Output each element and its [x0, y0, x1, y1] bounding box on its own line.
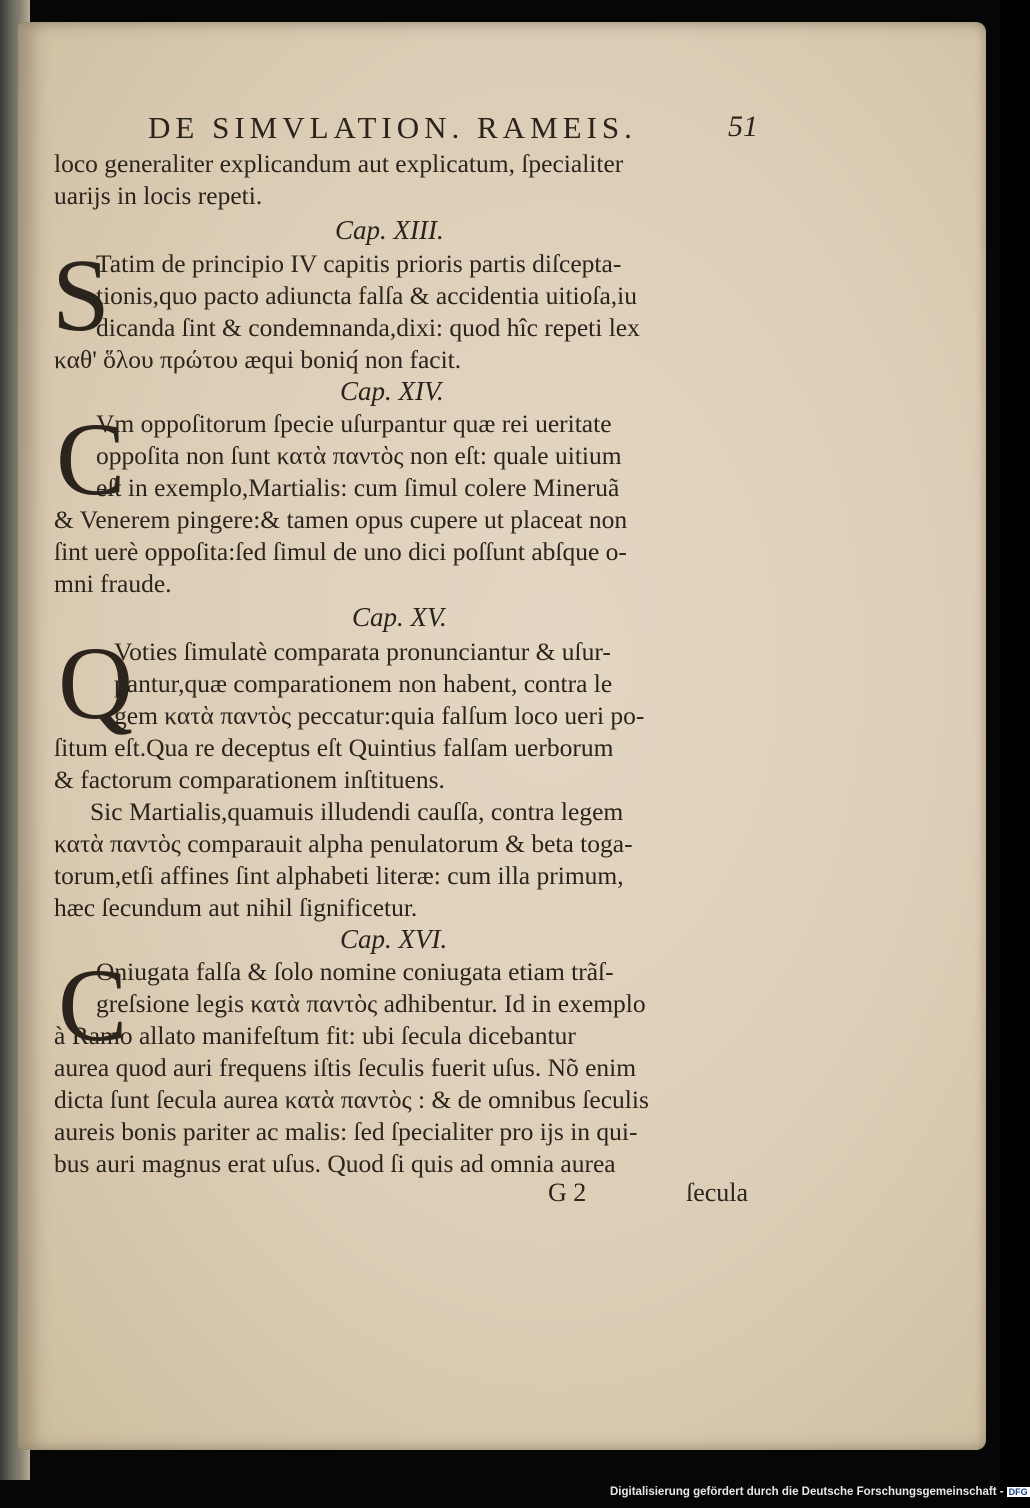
- text-line: κατὰ παντὸς comparauit alpha penulatorum & beta toga-: [54, 829, 633, 858]
- text-line: Voties ſimulatè comparata pronunciantur & uſur-: [114, 637, 611, 666]
- chapter-16-body: [54, 948, 764, 1180]
- text-line: gem κατὰ παντὸς peccatur:quia falſum loco ueri po-: [114, 701, 645, 730]
- text-line: aurea quod auri frequens iſtis ſeculis fuerit uſus. Nõ enim: [54, 1053, 637, 1082]
- text-line: loco generaliter explicandum aut explicatum, ſpecialiter: [54, 149, 624, 178]
- text-line: Tatim de principio IV capitis prioris partis diſcepta-: [96, 249, 622, 278]
- drop-cap-c: C: [56, 402, 126, 517]
- text-line: bus auri magnus erat uſus. Quod ſi quis ad omnia aurea: [54, 1149, 616, 1178]
- drop-cap-q: Q: [58, 626, 134, 741]
- text-line: & factorum comparationem inſtituens.: [54, 765, 445, 794]
- text-line: eſt in exemplo,Martialis: cum ſimul colere Mineruã: [96, 473, 620, 502]
- text-line: mni fraude.: [54, 569, 172, 598]
- drop-cap-c-2: C: [58, 948, 128, 1063]
- catchword: ſecula: [686, 1178, 749, 1207]
- chapter-heading-13: Cap. XIII.: [335, 215, 444, 245]
- text-line: à Ramo allato manifeſtum fit: ubi ſecula dicebantur: [54, 1021, 576, 1050]
- chapter-13-body: [52, 238, 764, 376]
- credit-text: Digitalisierung gefördert durch die Deutsche Forschungsgemeinschaft -: [610, 1486, 1004, 1498]
- digitization-credit: [610, 1486, 1030, 1498]
- opening-paragraph: [54, 148, 764, 212]
- text-line: Oniugata falſa & ſolo nomine coniugata etiam trãſ-: [96, 957, 614, 986]
- page-number: 51: [728, 110, 758, 143]
- text-line: Vm oppoſitorum ſpecie uſurpantur quæ rei ueritate: [96, 409, 612, 438]
- text-line: tionis,quo pacto adiuncta falſa & accidentia uitioſa,iu: [96, 281, 637, 310]
- text-line: hæc ſecundum aut nihil ſignificetur.: [54, 893, 418, 922]
- drop-cap-s: S: [52, 238, 110, 353]
- text-line: greſsione legis κατὰ παντὸς adhibentur. Id in exemplo: [96, 989, 646, 1018]
- chapter-heading-16: Cap. XVI.: [340, 924, 448, 954]
- chapter-heading-14: Cap. XIV.: [340, 376, 444, 406]
- text-line: oppoſita non ſunt κατὰ παντὸς non eſt: quale uitium: [96, 441, 622, 470]
- text-line: uarijs in locis repeti.: [54, 181, 263, 210]
- text-line: & Venerem pingere:& tamen opus cupere ut placeat non: [54, 505, 628, 534]
- chapter-14-body: [54, 402, 764, 600]
- text-line: dicanda ſint & condemnanda,dixi: quod hîc repeti lex: [96, 313, 640, 342]
- chapter-heading-15: Cap. XV.: [352, 602, 447, 632]
- dfg-logo: DFG: [1008, 1486, 1028, 1497]
- text-line: torum,etſi affines ſint alphabeti literæ: cum illa primum,: [54, 861, 624, 890]
- text-line: dicta ſunt ſecula aurea κατὰ παντὸς : & de omnibus ſeculis: [54, 1085, 649, 1114]
- text-line: Sic Martialis,quamuis illudendi cauſſa, contra legem: [90, 797, 624, 826]
- signature-mark: G 2: [548, 1178, 587, 1207]
- text-line: ſint uerè oppoſita:ſed ſimul de uno dici poſſunt abſque o-: [54, 537, 627, 566]
- text-line: ſitum eſt.Qua re deceptus eſt Quintius falſam uerborum: [54, 733, 614, 762]
- text-line: aureis bonis pariter ac malis: ſed ſpecialiter pro ijs in qui-: [54, 1117, 638, 1146]
- chapter-15-body: [54, 626, 764, 924]
- text-line: pantur,quæ comparationem non habent, contra le: [114, 669, 613, 698]
- text-line: καθ' ὅλου πρώτου æqui boniq́ non facit.: [54, 345, 462, 374]
- running-title: DE SIMVLATION. RAMEIS.: [148, 110, 637, 145]
